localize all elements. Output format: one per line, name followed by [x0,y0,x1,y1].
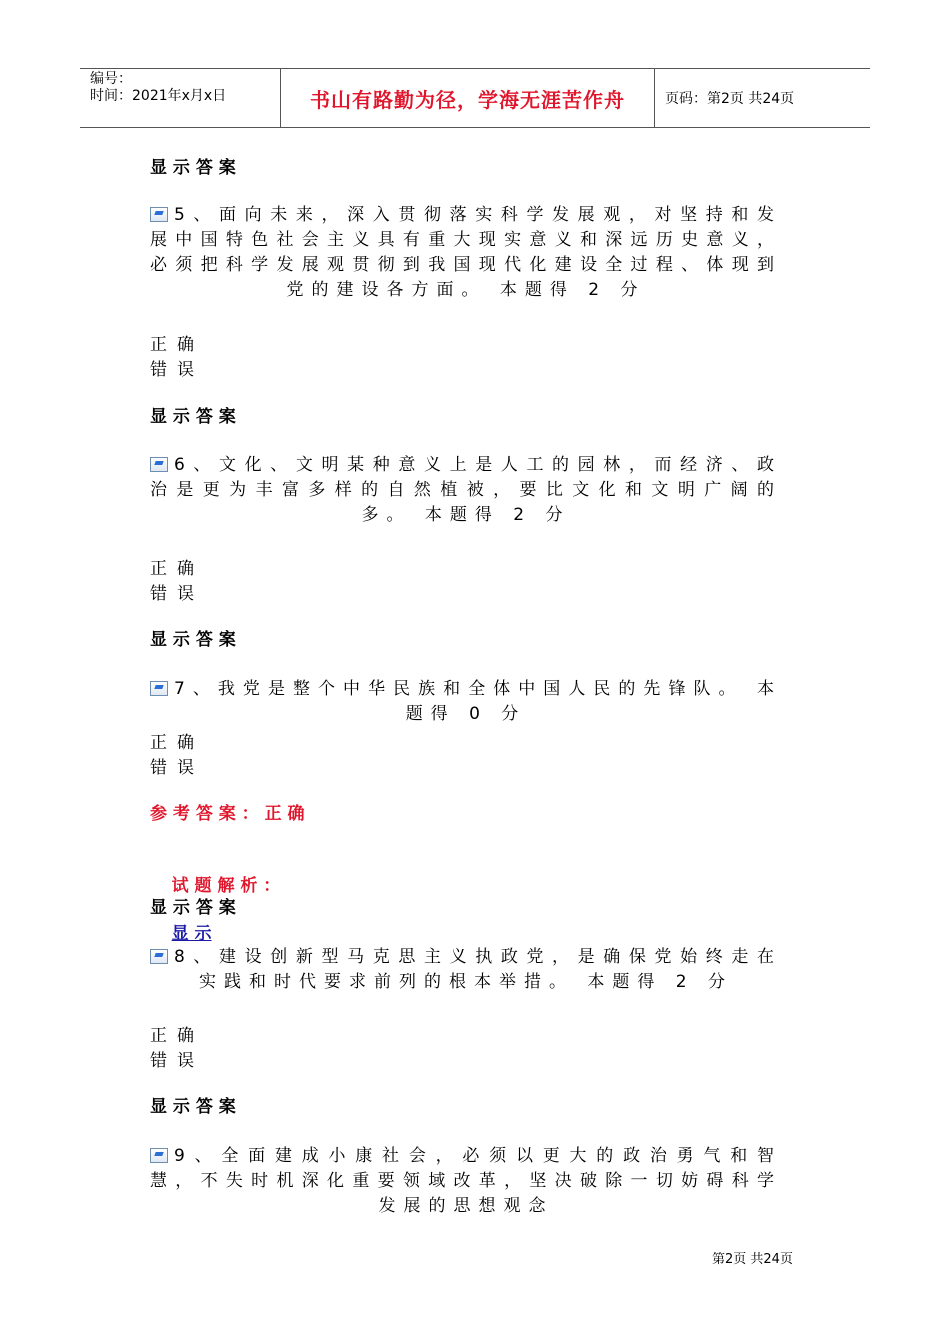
question-9 [150,1144,782,1219]
show-answer-link[interactable]: 显 示 答 案 [150,630,236,650]
option-wrong[interactable]: 错误 [150,584,204,604]
option-correct[interactable]: 正确 [150,559,204,579]
question-5 [150,203,782,303]
question-text: 7、我党是整个中华民族和全体中国人民的先锋队。 本题得 0 分 [174,679,782,724]
option-correct[interactable]: 正确 [150,335,204,355]
analysis-show-link[interactable]: 显 示 [171,924,212,944]
question-text: 6、文化、文明某种意义上是人工的园林，而经济、政治是更为丰富多样的自然植被，要比文化和文明广阔的多。 本题得 2 分 [150,455,782,525]
option-correct[interactable]: 正确 [150,733,204,753]
question-flag-icon [150,949,168,964]
reference-answer: 参 考 答 案 ： 正 确 [150,804,305,824]
question-flag-icon [150,1148,168,1163]
question-flag-icon [150,207,168,222]
question-flag-icon [150,457,168,472]
page-footer: 第2页 共24页 [712,1252,793,1267]
show-answer-link[interactable]: 显 示 答 案 [150,407,236,427]
option-wrong[interactable]: 错误 [150,360,204,380]
option-wrong[interactable]: 错误 [150,1051,204,1071]
option-wrong[interactable]: 错误 [150,758,204,778]
code-label: 编号： [90,71,132,87]
option-correct[interactable]: 正确 [150,1026,204,1046]
question-flag-icon [150,681,168,696]
show-answer-link[interactable]: 显 示 答 案 [150,898,236,918]
show-answer-link[interactable]: 显 示 答 案 [150,1097,236,1117]
page-number-label: 页码：第2页 共24页 [665,91,795,107]
analysis-label: 试 题 解 析 ： [171,876,281,896]
motto: 书山有路勤为径，学海无涯苦作舟 [281,69,655,127]
time-label: 时间：2021年x月x日 [90,88,227,104]
question-8 [150,945,782,995]
question-text: 5、面向未来，深入贯彻落实科学发展观，对坚持和发展中国特色社会主义具有重大现实意义和深远历史意义，必须把科学发展观贯彻到我国现代化建设全过程、体现到党的建设各方面。 本题得 2 分 [150,205,782,300]
question-text: 8、建设创新型马克思主义执政党，是确保党始终走在实践和时代要求前列的根本举措。 本题得 2 分 [174,947,782,992]
question-7 [150,677,782,727]
question-text: 9、全面建成小康社会，必须以更大的政治勇气和智慧，不失时机深化重要领域改革，坚决破除一切妨碍科学发展的思想观念 [150,1146,782,1216]
question-6 [150,453,782,528]
show-answer-link[interactable]: 显 示 答 案 [150,158,236,178]
